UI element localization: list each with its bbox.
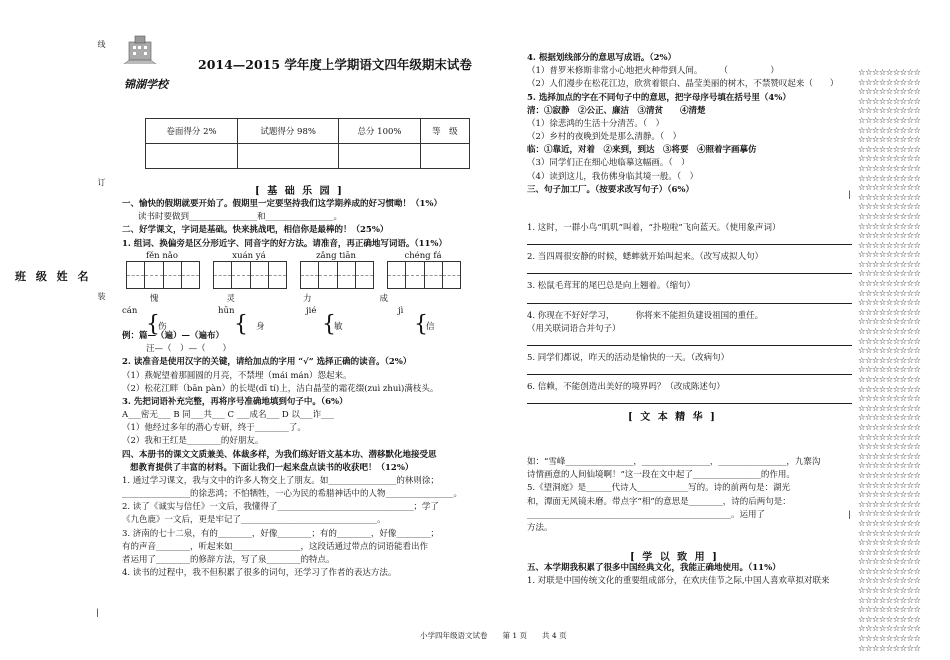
score-cell-paper[interactable] (146, 144, 238, 169)
char-under: 成 (379, 294, 389, 304)
example-line: 例：篇—（遍）—（遍布） (122, 331, 225, 341)
question-2-3b: （1）他经过多年的潜心专研，终于________了。 (122, 423, 306, 434)
section-text-title: [ 文 本 精 华 ] (628, 412, 717, 423)
question-1: 一、愉快的假期就要开始了。假期里一定要坚持我们这学期养成的好习惯呦！（1%） (122, 199, 442, 209)
binding-mark-bottom: | (96, 608, 99, 618)
question-2-2a: （1）燕妮望着那圆圆的月亮，不禁埋（mái mán）怨起来。 (122, 370, 352, 381)
text-essence-3: 5.《望洞庭》是______代诗人____________写的。诗的前两句是：湖光 (527, 483, 791, 494)
question-5x-1: 1. 对联是中国传统文化的重要组成部分，在欢庆佳节之际,中国人喜欢草拟对联来 (527, 576, 830, 587)
sentence-4: 4. 你现在不好好学习， 你将来不能担负建设祖国的重任。 (527, 310, 764, 321)
answer-line[interactable] (527, 403, 852, 404)
page-footer: 小学四年级语文试卷 第 1 页 共 4 页 (420, 631, 567, 640)
score-header-grade: 等 级 (420, 119, 469, 144)
bracket-item: 敏 (334, 322, 343, 332)
sentence-6: 6. 信赖，不能创造出美好的境界吗？（改成陈述句） (527, 382, 725, 393)
pinyin-grid-row (126, 251, 461, 289)
text-essence-5: ________________________________________________。运用了 (527, 509, 766, 520)
question-4: 四、本册书的课文文质兼美、体裁多样，为我们练好语文基本功、潜移默化地接受思 (122, 449, 437, 460)
question-r5-lin: 临：①靠近，对着 ②来到，到达 ③将要 ④照着字画摹仿 (527, 145, 757, 156)
bracket-pinyin: jié (306, 306, 317, 316)
question-2: 二、好学课文，字词是基础。快来挑战吧，相信你是最棒的！（25%） (122, 225, 389, 236)
binding-mark-right: | (848, 510, 851, 520)
bracket-pinyin: hūn (218, 306, 235, 316)
writing-grid[interactable] (387, 261, 461, 289)
score-table (145, 118, 470, 169)
sentence-1: 1. 这时，一群小鸟“叽叽”叫着，“扑啦啦”飞向蓝天。（使用象声词） (527, 223, 781, 233)
question-2-1: 1. 组词、换偏旁是区分形近字、同音字的好方法。请准音，再正确地写词语。（11%） (122, 238, 447, 249)
writing-grid[interactable] (126, 261, 200, 289)
school-signature: 锦湖学校 (124, 78, 168, 91)
question-r5-4: （4）读到这儿，我仿佛身临其境一般。（ ） (527, 171, 699, 182)
score-header-paper: 卷面得分 2% (146, 119, 238, 144)
stars-border: ☆☆☆☆☆☆☆☆☆ ☆☆☆☆☆☆☆☆☆ ☆☆☆☆☆☆☆☆☆ ☆☆☆☆☆☆☆☆☆ ☆☆☆☆☆☆☆☆☆ ☆☆☆☆☆☆☆☆☆ ☆☆☆☆☆☆☆☆☆ ☆☆☆☆☆☆☆☆☆ ☆☆☆☆☆☆☆☆☆ ☆☆☆☆☆☆☆☆☆ ☆☆☆☆☆☆☆☆☆ ☆☆☆☆☆☆☆☆☆ ☆☆☆☆☆☆☆☆☆ ☆☆☆☆☆☆☆☆☆ ☆☆☆☆☆☆☆☆☆ ☆☆☆☆☆☆☆☆☆ ☆☆☆☆☆☆☆☆☆ ☆☆☆☆☆☆☆☆☆ ☆☆☆☆☆☆☆☆☆ ☆☆☆☆☆☆☆☆☆ ☆☆☆☆☆☆☆☆☆ ☆☆☆☆☆☆☆☆☆ ☆☆☆☆☆☆☆☆☆ ☆☆☆☆☆☆☆☆☆ ☆☆☆☆☆☆☆☆☆ ☆☆☆☆☆☆☆☆☆ ☆☆☆☆☆☆☆☆☆ ☆☆☆☆☆☆☆☆☆ ☆☆☆☆☆☆☆☆☆ ☆☆☆☆☆☆☆☆☆ ☆☆☆☆☆☆☆☆☆ ☆☆☆☆☆☆☆☆☆ ☆☆☆☆☆☆☆☆☆ ☆☆☆☆☆☆☆☆☆ ☆☆☆☆☆☆☆☆☆ ☆☆☆☆☆☆☆☆☆ ☆☆☆☆☆☆☆☆☆ ☆☆☆☆☆☆☆☆☆ ☆☆☆☆☆☆☆☆☆ ☆☆☆☆☆☆☆☆☆ ☆☆☆☆☆☆☆☆☆ ☆☆☆☆☆☆☆☆☆ ☆☆☆☆☆☆☆☆☆ ☆☆☆☆☆☆☆☆☆ ☆☆☆☆☆☆☆☆☆ ☆☆☆☆☆☆☆☆☆ ☆☆☆☆☆☆☆☆☆ ☆☆☆☆☆☆☆☆☆ ☆☆☆☆☆☆☆☆☆ ☆☆☆☆☆☆☆☆☆ ☆☆☆☆☆☆☆☆☆ ☆☆☆☆☆☆☆☆☆ ☆☆☆☆☆☆☆☆☆ ☆☆☆☆☆☆☆☆☆ ☆☆☆☆☆☆☆☆☆ ☆☆☆☆☆☆☆☆☆ ☆☆☆☆☆☆☆☆☆ ☆☆☆☆☆☆☆☆☆ ☆☆☆☆☆☆☆☆☆ ☆☆☆☆☆☆☆☆☆ ☆☆☆☆☆☆☆☆☆ (858, 68, 921, 653)
pinyin-label: xuán yá (232, 251, 266, 261)
question-r4: 4. 根据划线部分的意思写成语。（2%） (527, 53, 677, 63)
pinyin-label: fěn nǎo (145, 251, 178, 261)
answer-line[interactable] (527, 244, 852, 245)
score-cell-total[interactable] (339, 144, 420, 169)
question-2-2: 2. 读准音是使用汉字的关键，请给加点的字用 “√” 选择正确的读音。（2%） (122, 357, 412, 368)
pinyin-label: zǎng tiān (316, 251, 356, 261)
question-r3: 三、句子加工厂。（按要求改写句子）（6%） (527, 184, 694, 195)
question-4-2b: 《九色鹿》一文后，更是牢记了________________________________。 (122, 515, 386, 526)
question-4-3c: 者运用了________的修辞方法，写了泉________的特点。 (122, 554, 335, 565)
char-under: 愧 (150, 294, 159, 304)
question-r5-3: （3）同学们正在细心地临摹这幅画。（ ） (527, 158, 690, 169)
pinyin-group (213, 251, 287, 289)
question-4-3: 3. 济南的七十二泉，有的________，好像________；有的________，好像________； (122, 528, 439, 539)
pinyin-label: chéng fá (404, 251, 442, 261)
char-under: 力 (303, 294, 312, 304)
score-cell-test[interactable] (237, 144, 338, 169)
pinyin-group (387, 251, 461, 289)
sentence-3: 3. 松鼠毛茸茸的尾巴总是向上翘着。（缩句） (527, 281, 696, 292)
sentence-2: 2. 当四周很安静的时候，蟋蟀就开始叫起来。（改写成拟人句） (527, 252, 764, 263)
answer-line[interactable] (527, 374, 852, 375)
binding-mark-line: 线 (97, 40, 106, 48)
bracket-item: 伤 (158, 322, 167, 332)
brace: { (414, 312, 428, 337)
right-column-part1 (527, 52, 857, 197)
question-r4-2: （2）人们漫步在松花江边，欣赏着银白、晶莹美丽的树木，不禁赞叹起来（ ） (527, 79, 839, 90)
question-4-1b: ________________的徐悲鸿；不怕牺牲，一心为民的希腊神话中的人物________________。 (122, 489, 463, 500)
apply-block (527, 562, 857, 588)
bracket-pinyin: jì (398, 306, 404, 316)
writing-grid[interactable] (213, 261, 287, 289)
question-r5-qing: 清：①寂静 ②公正、廉洁 ③清贫 ④清楚 (527, 105, 706, 116)
bracket-item: 身 (256, 322, 265, 332)
text-essence-block (527, 456, 857, 535)
section-apply-title: [ 学 以 致 用 ] (630, 552, 719, 563)
question-r5-1: （1）徐悲鸿的生活十分清苦。（ ） (527, 118, 665, 129)
question-2-3a: A___密无___ B 同___共___ C ___成名___ D 以___诈___ (122, 410, 334, 421)
writing-grid[interactable] (300, 261, 374, 289)
bracket-item: 信 (426, 322, 435, 332)
score-cell-grade[interactable] (420, 144, 469, 169)
page-title: 2014—2015 学年度上学期语文四年级期末试卷 (198, 57, 472, 72)
text-essence-1: 如：“雪峰________________，________________，________________，九寨沟 (527, 457, 821, 467)
question-r4-1: （1）普罗米修斯非常小心地把火种带到人间。 （ ） (527, 66, 779, 77)
section-basics-title: [ 基 础 乐 园 ] (255, 186, 344, 197)
binding-mark-right: | (848, 190, 851, 200)
question-1-blank: 读书时要做到________________和________________。 (138, 212, 343, 223)
score-header-total: 总分 100% (339, 119, 420, 144)
question-2-2b: （2）松花江畔（bān pàn）的长堤(dī tí)上，洁白晶莹的霜花缀(zuì zhuì)满枝头。 (122, 383, 439, 394)
example-line-2: 汪—（ ）—（ ） (146, 344, 232, 355)
left-column-part1 (122, 198, 520, 251)
question-5x: 五、本学期我积累了很多中国经典文化，我能正确地使用。（11%） (527, 563, 781, 573)
sentence-4b: （用关联词语合并句子） (527, 323, 621, 334)
question-2-3c: （2）我和王红是________的好朋友。 (122, 436, 264, 447)
bracket-pinyin: cán (122, 306, 138, 316)
question-4-3b: 有的声音________，听起来如________________，这段话通过带点的词语能看出作 (122, 541, 429, 552)
pinyin-group (126, 251, 200, 289)
class-name-label: 班 级 姓 名 (15, 270, 92, 283)
question-4-4: 4. 读书的过程中，我不但积累了很多的词句，还学习了作者的表达方法。 (122, 568, 397, 579)
char-under-row (150, 292, 388, 304)
question-4-2: 2. 读了《诚实与信任》一文后，我懂得了________________________________；学了 (122, 502, 439, 513)
school-logo (122, 30, 158, 66)
brace: { (234, 312, 248, 337)
pinyin-group (300, 251, 374, 289)
char-under: 灵 (226, 294, 236, 304)
left-column-part2 (122, 330, 520, 580)
binding-mark-ding: 订 (97, 178, 106, 186)
text-essence-6: 方法。 (527, 522, 553, 533)
score-header-test: 试题得分 98% (237, 119, 338, 144)
question-r5: 5. 选择加点的字在不同句子中的意思，把字母序号填在括号里（4%） (527, 92, 791, 103)
brace: { (146, 312, 160, 337)
text-essence-2: 诗情画意的人间仙境啊！”这一段在文中起了________________的作用。 (527, 470, 795, 481)
brace: { (322, 312, 336, 337)
question-2-3: 3. 先把词语补充完整，再将序号准确地填到句子中。（6%） (122, 396, 348, 407)
answer-line[interactable] (527, 303, 852, 304)
question-4-1: 1. 通过学习课文，我与文中的许多人物交上了朋友。如________________的林则徐； (122, 475, 439, 486)
question-r5-2: （2）乡村的夜晚到处是那么清静。（ ） (527, 132, 682, 143)
binding-mark-zhuang: 装 (97, 292, 106, 300)
sentence-exercises (527, 222, 852, 410)
answer-line[interactable] (527, 273, 852, 274)
text-essence-4: 和，潭面无风镜未磨。带点字“相”的意思是________，诗的后两句是： (527, 496, 791, 507)
question-4-cont: 想教育提供了丰富的材料。下面让我们一起来盘点读书的收获吧！（12%） (130, 462, 414, 473)
answer-line[interactable] (527, 345, 852, 346)
sentence-5: 5. 同学们都说，昨天的活动是愉快的一天。（改病句） (527, 352, 730, 363)
